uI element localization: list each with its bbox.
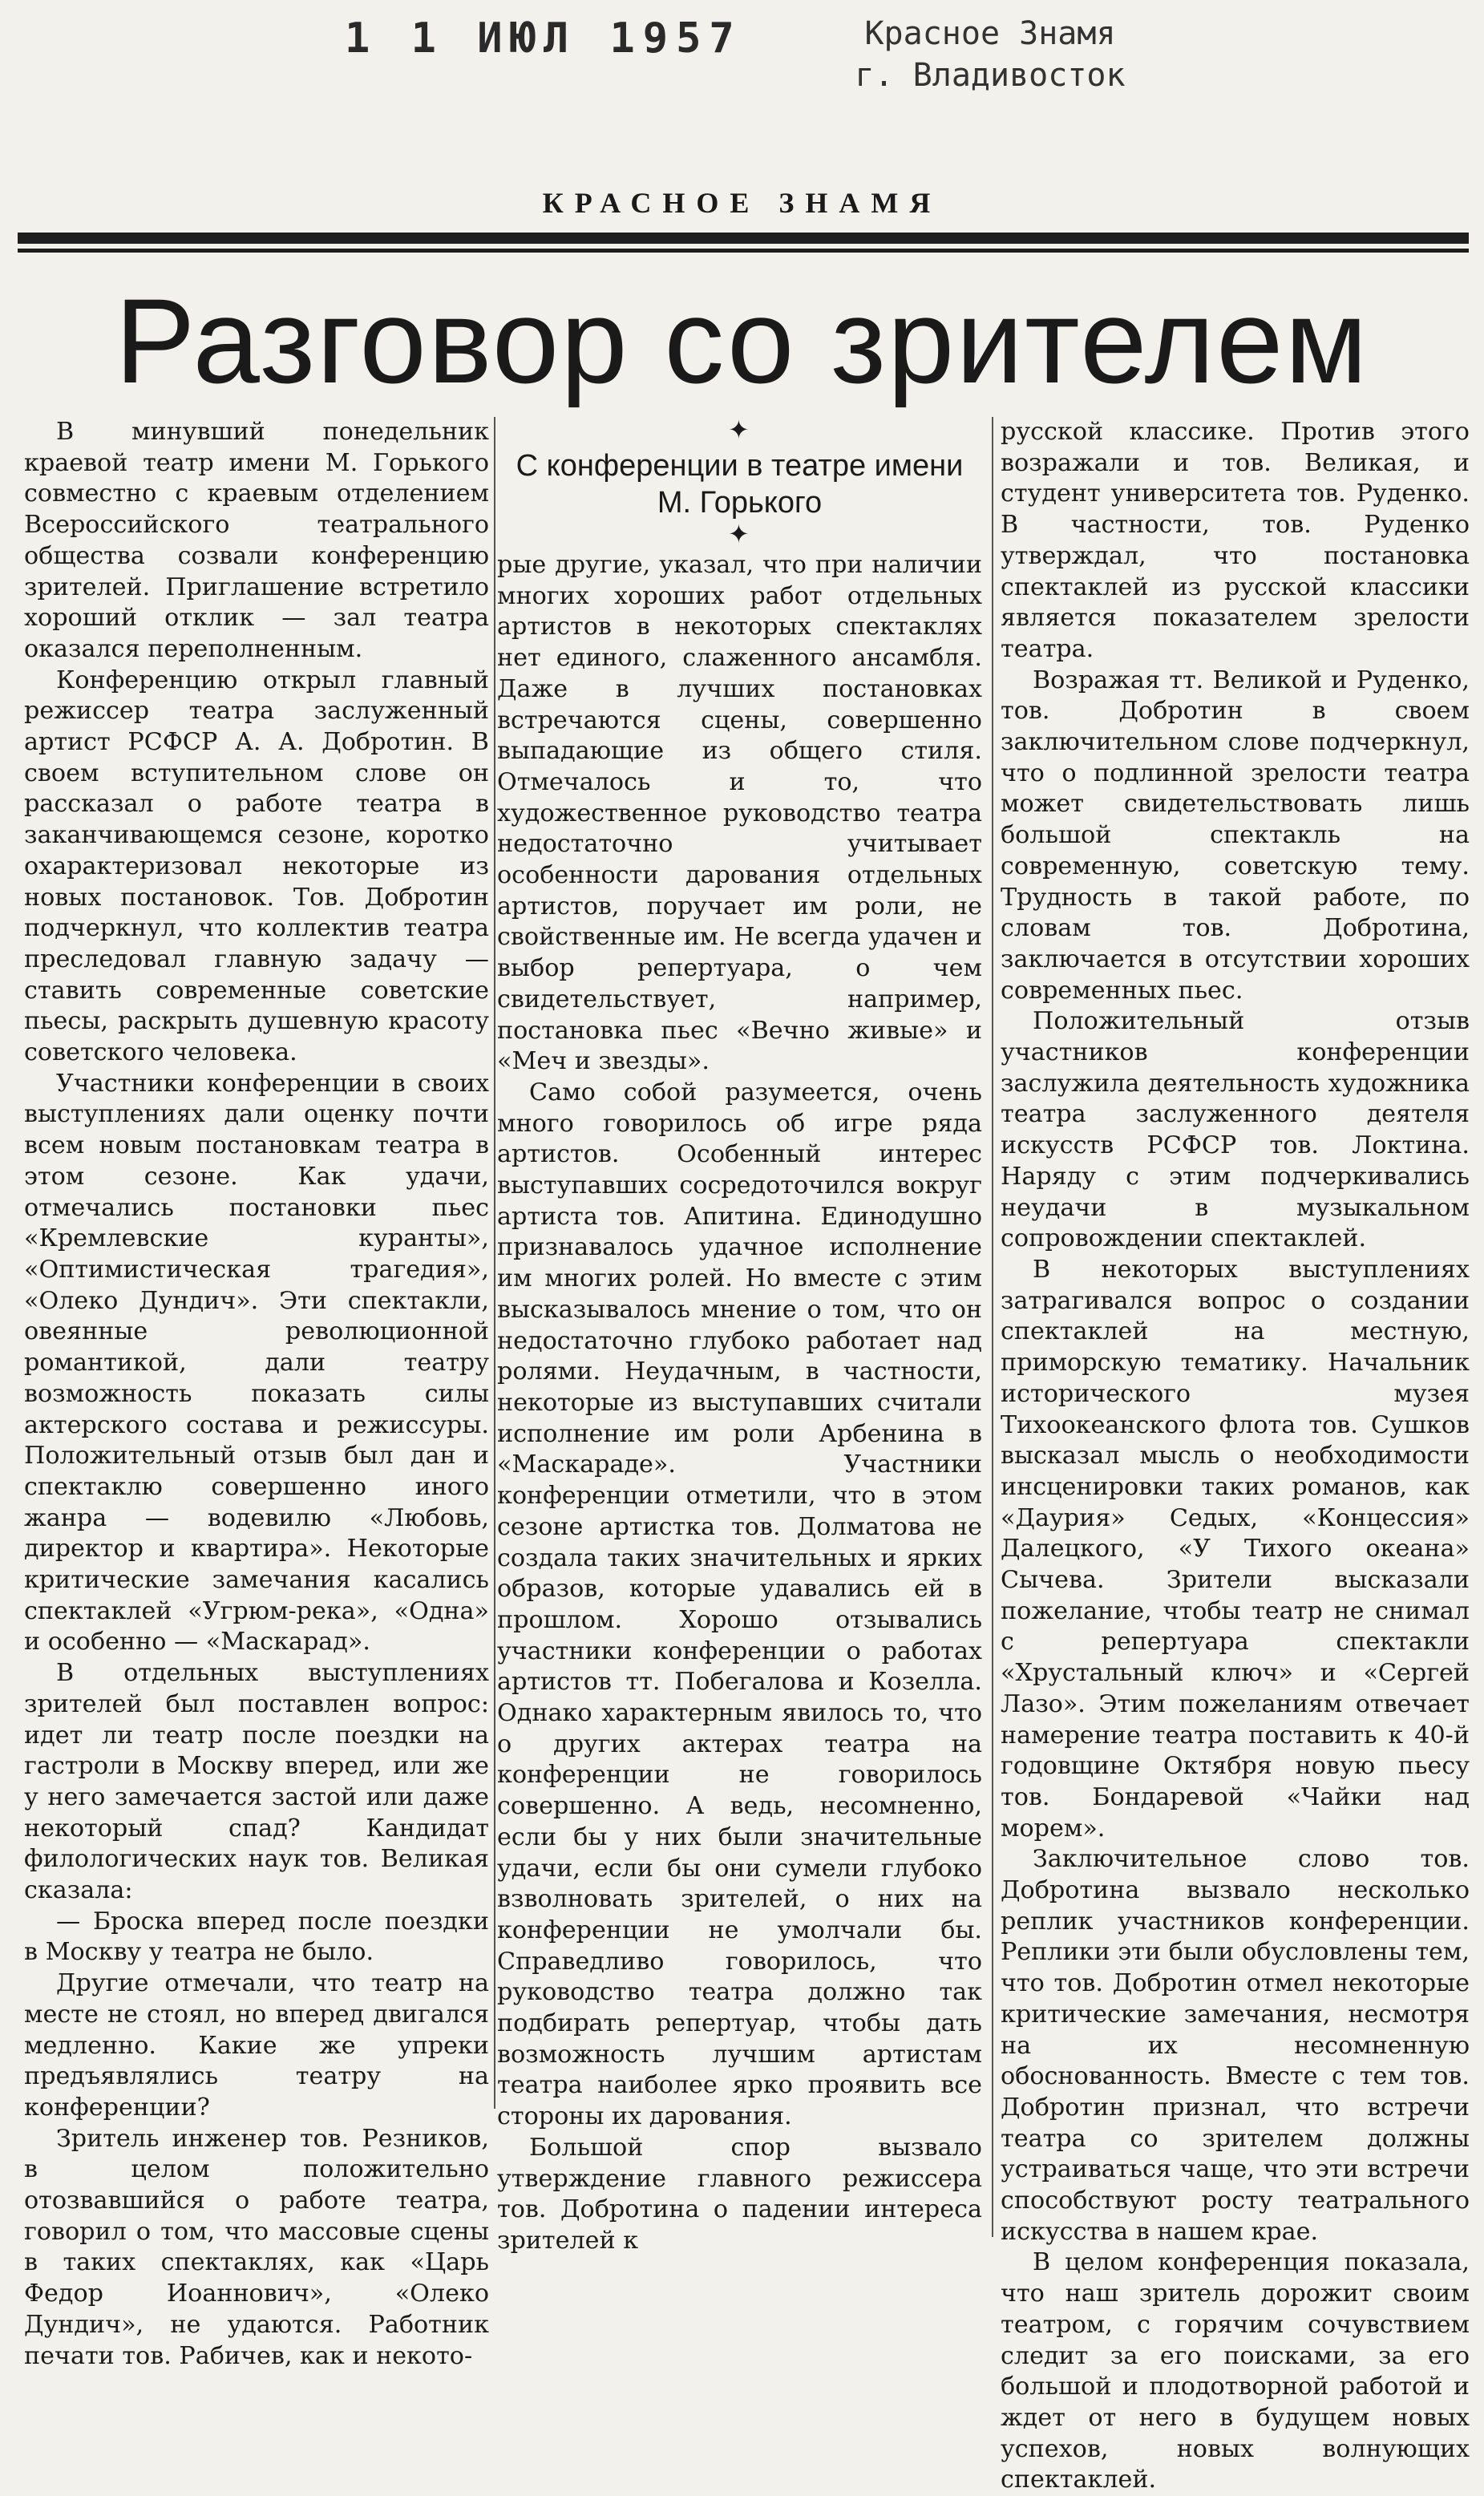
masthead-rule-thick [18, 233, 1469, 244]
paragraph: Зритель инженер тов. Резников, в целом положительно отозвавшийся о работе театра, говорил о том, что массовые сцены в таких спектаклях, как «Царь Федор Иоаннович», «Олеко Дундич», не удаются. Работник печати тов. Рабичев, как и некото- [24, 2124, 489, 2370]
article-column-1 [24, 417, 489, 2372]
paragraph: Большой спор вызвало утверждение главного режиссера тов. Добротина о падении интереса зрителей к [497, 2133, 982, 2255]
column-separator [494, 417, 495, 2109]
ornament-star-bottom: ✦ [728, 519, 750, 549]
paragraph: В отдельных выступлениях зрителей был поставлен вопрос: идет ли театр после поездки на гастроли в Москву вперед, или же у него замечается застой или даже некоторый спад? Кандидат филологических наук тов. Великая сказала: [24, 1659, 489, 1905]
source-city: г. Владивосток [855, 57, 1126, 94]
paragraph: Положительный отзыв участников конференции заслужила деятельность художника театра заслуженного деятеля искусств РСФСР тов. Локтина. Наряду с этим подчеркивались неудачи в музыкальном сопровождении спектаклей. [1001, 1007, 1470, 1253]
paragraph: русской классике. Против этого возражали и тов. Великая, и студент университета тов. Руденко. В частности, тов. Руденко утверждал, что постановка спектаклей из русской классики является показателем зрелости театра. [1001, 418, 1470, 663]
paragraph: Возражая тт. Великой и Руденко, тов. Добротин в своем заключительном слове подчеркнул, что о подлинной зрелости театра может свидетельствовать лишь большой спектакль на современную, советскую тему. Трудность в такой работе, по словам тов. Добротина, заключается в отсутствии хороших современных пьес. [1001, 665, 1470, 1005]
paragraph: Заключительное слово тов. Добротина вызвало несколько реплик участников конференции. Реплики эти были обусловлены тем, что тов. Добротин отмел некоторые критические замечания, несмотря на их несомненную обоснованность. Вместе с тем тов. Добротин признал, что встречи театра со зрителем должны устраиваться чаще, что эти встречи способствуют росту театрального искусства в нашем крае. [1001, 1845, 1470, 2246]
paragraph: Участники конференции в своих выступлениях дали оценку почти всем новым постановкам театра в этом сезоне. Как удачи, отмечались постановки пьес «Кремлевские куранты», «Оптимистическая трагедия», «Олеко Дундич». Эти спектакли, овеянные революционной романтикой, дали театру возможность показать силы актерского состава и режиссуры. Положительный отзыв был дан и спектаклю совершенно иного жанра — водевилю «Любовь, директор и квартира». Некоторые критические замечания касались спектаклей «Угрюм-река», «Одна» и особенно — «Маскарад». [24, 1069, 489, 1657]
article-subheadline: С конференции в театре имени М. Горького [516, 449, 964, 520]
source-name: Красное Знамя [864, 15, 1116, 52]
article-headline: Разговор со зрителем [115, 273, 1369, 408]
article-column-2 [497, 550, 982, 2257]
ornament-star-top: ✦ [728, 415, 750, 445]
paragraph: Само собой разумеется, очень много говорилось об игре ряда артистов. Особенный интерес выступавших сосредоточился вокруг артиста тов. Апитина. Единодушно признавалось удачное исполнение им многих ролей. Но вместе с этим высказывалось мнение о том, что он недостаточно глубоко работает над ролями. Неудачным, в частности, некоторые из выступавших считали исполнение им роли Арбенина в «Маскараде». Участники конференции отметили, что в этом сезоне артистка тов. Долматова не создала таких значительных и ярких образов, которые удавались ей в прошлом. Хорошо отзывались участники конференции о работах артистов тт. Побегалова и Козелла. Однако характерным явилось то, что о других актерах театра на конференции не говорилось совершенно. А ведь, несомненно, если бы у них были значительные удачи, если бы они сумели глубоко взволновать зрителей, о них на конференции не умолчали бы. Справедливо говорилось, что руководство театра должно так подбирать репертуар, чтобы дать возможность лучшим артистам театра наиболее ярко проявить все стороны их дарования. [497, 1078, 982, 2131]
column-separator [992, 417, 993, 2237]
paragraph: В некоторых выступлениях затрагивался вопрос о создании спектаклей на местную, приморскую тематику. Начальник исторического музея Тихоокеанского флота тов. Сушков высказал мысль о необходимости инсценировки таких романов, как «Даурия» Седых, «Концессия» Далецкого, «У Тихого океана» Сычева. Зрители высказали пожелание, чтобы театр не снимал с репертуара спектакли «Хрустальный ключ» и «Сергей Лазо». Этим пожеланиям отвечает намерение театра поставить к 40-й годовщине Октября новую пьесу тов. Бондаревой «Чайки над морем». [1001, 1255, 1470, 1843]
paragraph: Конференцию открыл главный режиссер театра заслуженный артист РСФСР А. А. Добротин. В своем вступительном слове он рассказал о работе театра в заканчивающемся сезоне, коротко охарактеризовал некоторые из новых постановок. Тов. Добротин подчеркнул, что коллектив театра преследовал главную задачу — ставить современные советские пьесы, раскрыть душевную красоту советского человека. [24, 665, 489, 1067]
article-column-3 [1001, 417, 1470, 2496]
date-stamp: 1 1 ИЮЛ 1957 [345, 14, 742, 63]
paragraph: Другие отмечали, что театр на месте не стоял, но вперед двигался медленно. Какие же упреки предъявлялись театру на конференции? [24, 1969, 489, 2122]
paragraph: рые другие, указал, что при наличии многих хороших работ отдельных артистов в некоторых спектаклях нет единого, слаженного ансамбля. Даже в лучших постановках встречаются сцены, совершенно выпадающие из общего стиля. Отмечалось и то, что художественное руководство театра недостаточно учитывает особенности дарования отдельных артистов, поручает им роли, не свойственные им. Не всегда удачен и выбор репертуара, о чем свидетельствует, например, постановка пьес «Вечно живые» и «Меч и звезды». [497, 551, 982, 1076]
paragraph: В целом конференция показала, что наш зритель дорожит своим театром, с горячим сочувствием следит за его поисками, за его большой и плодотворной работой и ждет от него в будущем новых успехов, новых волнующих спектаклей. [1001, 2248, 1470, 2494]
masthead-rule-thin [18, 249, 1469, 253]
source-label [830, 13, 1150, 96]
paragraph: — Броска вперед после поездки в Москву у театра не было. [24, 1907, 489, 1967]
paragraph: В минувший понедельник краевой театр имени М. Горького совместно с краевым отделением Всероссийского театрального общества созвали конференцию зрителей. Приглашение встретило хороший отклик — зал театра оказался переполненным. [24, 418, 489, 663]
masthead: КРАСНОЕ ЗНАМЯ [542, 187, 942, 219]
